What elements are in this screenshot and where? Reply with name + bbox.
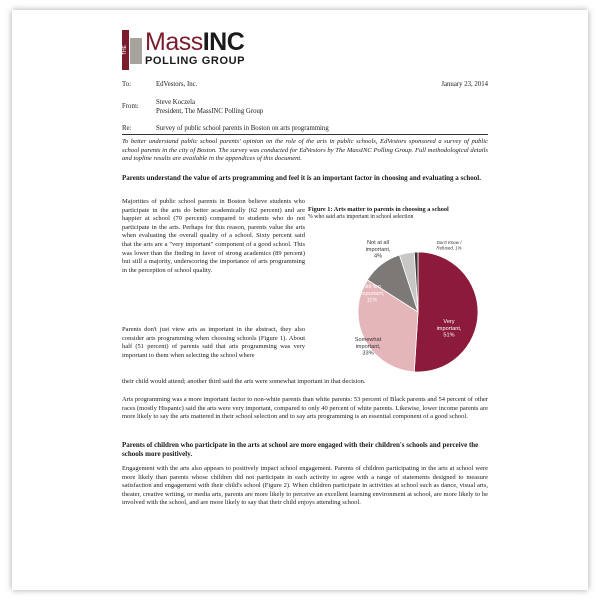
memo-divider [122,134,488,135]
memo-from-label: From: [122,103,139,110]
logo-mass: Mass [145,28,203,56]
memo-page [12,10,588,590]
pie-slice-label: Very important, 51% [436,319,462,339]
logo-the-bar: THE [122,30,129,70]
chart-subtitle: % who said arts important in school selection [308,214,414,220]
paragraph-3: Arts programming was a more important factor to non-white parents than white parents: 53 percent of Black parents and 54 percent of other races (mostly Hispanic) said the arts were very important, compared to only 40 percent of white parents. Likewise, lower income parents are more likely to say the arts mattered in their school selection and to say arts programming is an essential component of a good school. [122,396,488,421]
chart-title: Figure 1: Arts matter to parents in choosing a school [308,206,449,213]
intro-paragraph: To better understand public school parents' opinion on the role of the arts in public schools, EdVestors sponsored a survey of public school parents in the city of Boston. The survey was conducted for EdVestors by The MassINC Polling Group. Full methodological details and topline results are available in the appendices of this document. [122,138,488,163]
logo-grey-block [130,38,142,64]
memo-from-name: Steve Koczela [156,99,196,106]
paragraph-4: Engagement with the arts also appears to positively impact school engagement. Parents of children participating in the arts at school were more likely than parents whose children did not participate in each activity to agree with a range of statements designed to measure satisfaction and engagement with their child's school (Figure 2). When children participate in activities at school such as dance, visual arts, theater, creative writing, or media arts, parents are more likely to perceive an excellent learning environment at school, are more likely to be involved with the school, and are more likely to say that their child enjoys attending school. [122,465,488,507]
paragraph-1: Majorities of public school parents in Boston believe students who participate in the arts do better academically (62 percent) and are happier at school (70 percent) compared to students who do not participate in the arts. Perhaps for this reason, parents value the arts when evaluating the overall quality of a school. Sixty percent said that the arts are a "very important" component of a good school. This was lower than the finding in favor of strong academics (89 percent) but still a majority, underscoring the importance of arts programming in the perception of school quality. [122,198,305,274]
pie-slice-label: Don't Know / Refused, 1% [436,240,462,251]
pie-slice-label: Not at all important, 4% [365,240,391,260]
section-heading-2: Parents of children who participate in the arts at school are more engaged with their children's schools and perceive the schools more positively. [122,441,479,458]
logo-wordmark [145,28,244,56]
paragraph-2b: their child would attend; another third said the arts were somewhat important in that decision. [122,378,366,385]
pie-chart [308,206,488,382]
memo-re-value: Survey of public school parents in Boston on arts programming [156,125,329,132]
memo-to-value: EdVestors, Inc. [156,81,198,88]
paragraph-2a: Parents don't just view arts as important in the abstract, they also consider arts programming when choosing schools (Figure 1). About half (51 percent) of parents said that arts programming was very important to them when selecting the school where [122,326,305,359]
memo-from-title: President, The MassINC Polling Group [156,108,264,115]
memo-to-label: To: [122,81,131,88]
memo-date: January 23, 2014 [441,81,488,88]
logo-polling-group: POLLING GROUP [145,55,246,67]
massinc-logo [120,28,270,74]
pie-slice [414,252,478,372]
logo-inc: INC [202,28,245,56]
pie-slice-label: Not too important, 11% [359,284,385,304]
memo-re-label: Re: [122,125,132,132]
pie-slice-label: Somewhat important, 33% [354,337,382,357]
figure-1 [308,206,488,382]
section-heading-1: Parents understand the value of arts programming and feel it is an important factor in choosing and evaluating a school. [122,174,481,182]
